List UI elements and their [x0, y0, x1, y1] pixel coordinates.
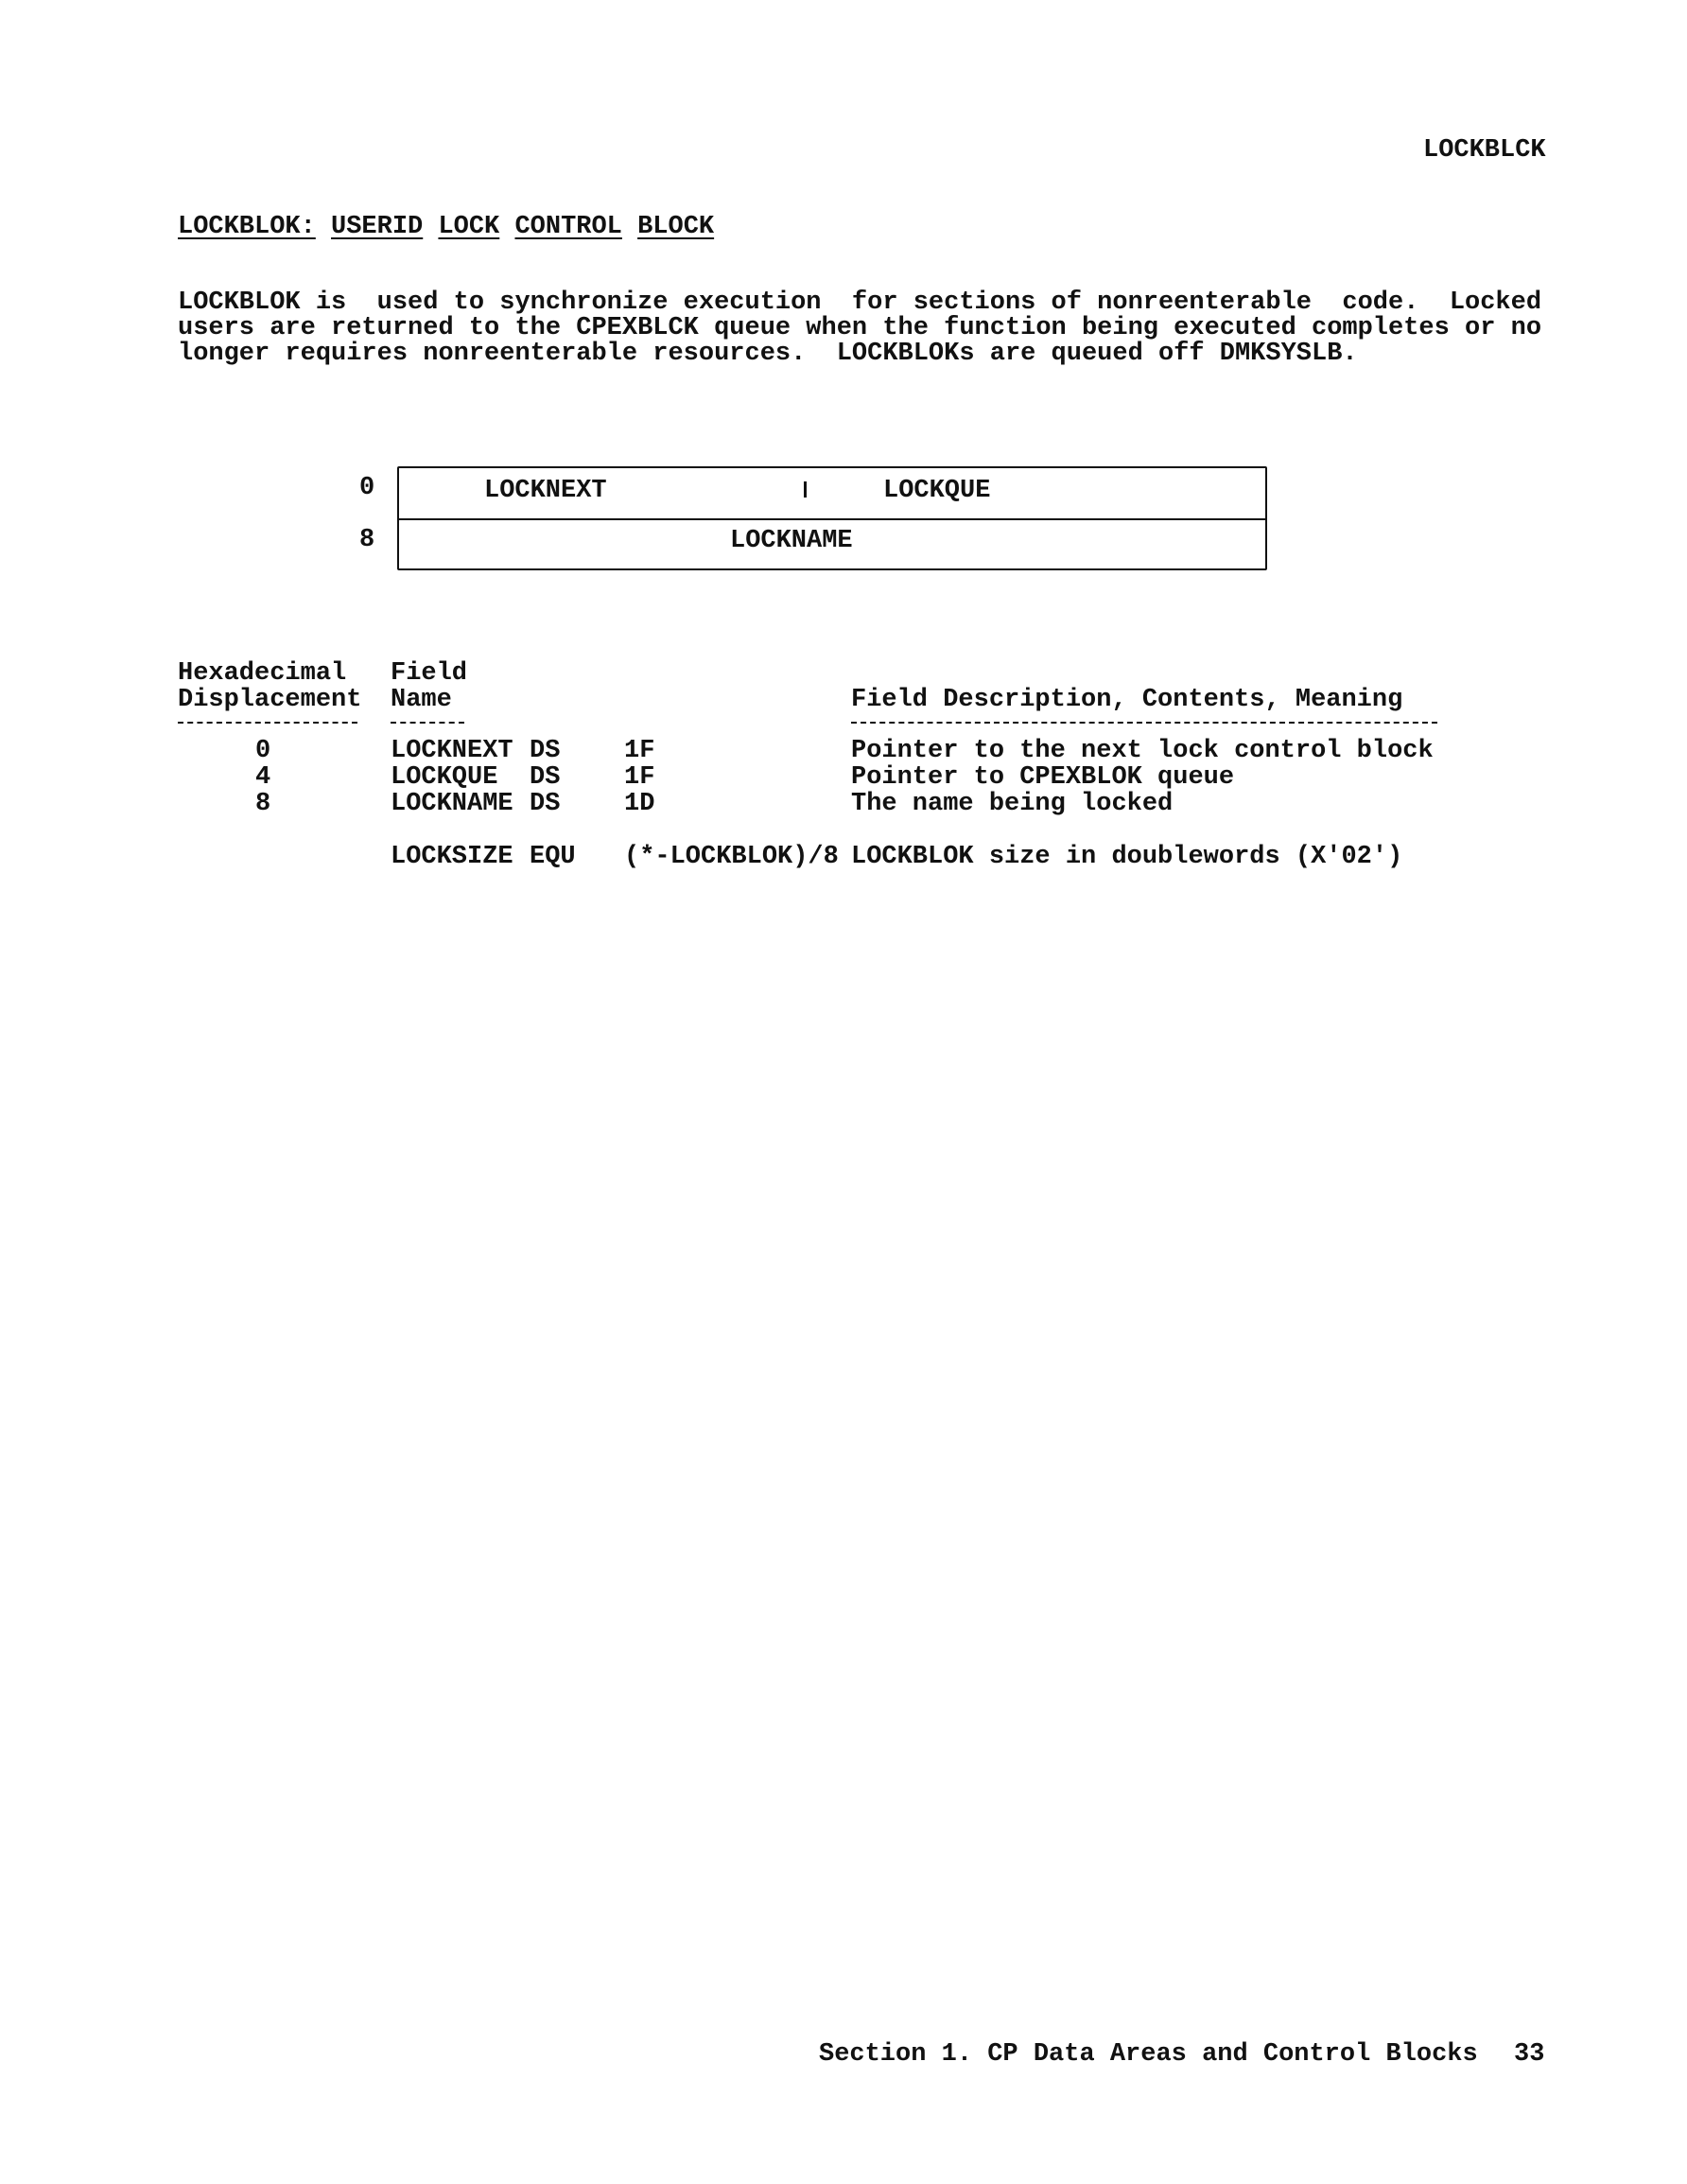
title-word: CONTROL: [514, 213, 622, 241]
header-description: Field Description, Contents, Meaning: [851, 686, 1403, 714]
title-word: USERID: [331, 213, 424, 241]
table-row-op: DS: [530, 763, 561, 792]
diagram-offset-8: 8: [359, 526, 375, 554]
diagram-offset-0: 0: [359, 474, 375, 502]
table-row-name: LOCKNEXT: [391, 737, 513, 765]
table-row-op: DS: [530, 737, 561, 765]
header-displacement-line1: Hexadecimal: [178, 659, 347, 688]
equ-name: LOCKSIZE: [391, 843, 513, 871]
lockblok-diagram: [397, 466, 1267, 570]
header-field-line2: Name: [391, 686, 452, 714]
diagram-field-locknext: LOCKNEXT: [484, 477, 607, 505]
title-word: BLOCK: [637, 213, 715, 241]
diagram-divider: [399, 518, 1265, 520]
description-line: LOCKBLOK is used to synchronize execution for sections of nonreenterable code. Locked: [178, 288, 1542, 317]
equ-value: (*-LOCKBLOK)/8: [624, 843, 839, 871]
footer-section: Section 1. CP Data Areas and Control Blocks: [819, 2040, 1478, 2069]
description-line: longer requires nonreenterable resources. LOCKBLOKs are queued off DMKSYSLB.: [178, 340, 1358, 368]
table-row-name: LOCKQUE: [391, 763, 498, 792]
header-rule-field: [391, 722, 464, 724]
table-row-value: 1D: [624, 790, 655, 818]
header-field-line1: Field: [391, 659, 468, 688]
diagram-field-lockque: LOCKQUE: [883, 477, 991, 505]
header-rule-description: [851, 722, 1437, 724]
running-head: LOCKBLCK: [1423, 136, 1546, 165]
table-row-description: Pointer to the next lock control block: [851, 737, 1434, 765]
table-row-description: Pointer to CPEXBLOK queue: [851, 763, 1235, 792]
equ-op: EQU: [530, 843, 576, 871]
equ-description: LOCKBLOK size in doublewords (X'02'): [851, 843, 1403, 871]
header-rule-displacement: [178, 722, 357, 724]
page-number: 33: [1514, 2040, 1545, 2069]
page-title: [178, 215, 714, 240]
title-word: LOCKBLOK:: [178, 213, 316, 241]
header-displacement-line2: Displacement: [178, 686, 362, 714]
table-row-displacement: 4: [255, 763, 271, 792]
title-word: LOCK: [438, 213, 500, 241]
diagram-field-lockname: LOCKNAME: [730, 527, 853, 555]
diagram-field-separator: [804, 481, 807, 498]
table-row-displacement: 8: [255, 790, 271, 818]
table-row-description: The name being locked: [851, 790, 1174, 818]
table-row-op: DS: [530, 790, 561, 818]
table-row-name: LOCKNAME: [391, 790, 513, 818]
table-row-displacement: 0: [255, 737, 271, 765]
description-line: users are returned to the CPEXBLCK queue when the function being executed completes or no: [178, 314, 1542, 342]
table-row-value: 1F: [624, 763, 655, 792]
description-paragraph: [178, 290, 1558, 367]
table-row-value: 1F: [624, 737, 655, 765]
